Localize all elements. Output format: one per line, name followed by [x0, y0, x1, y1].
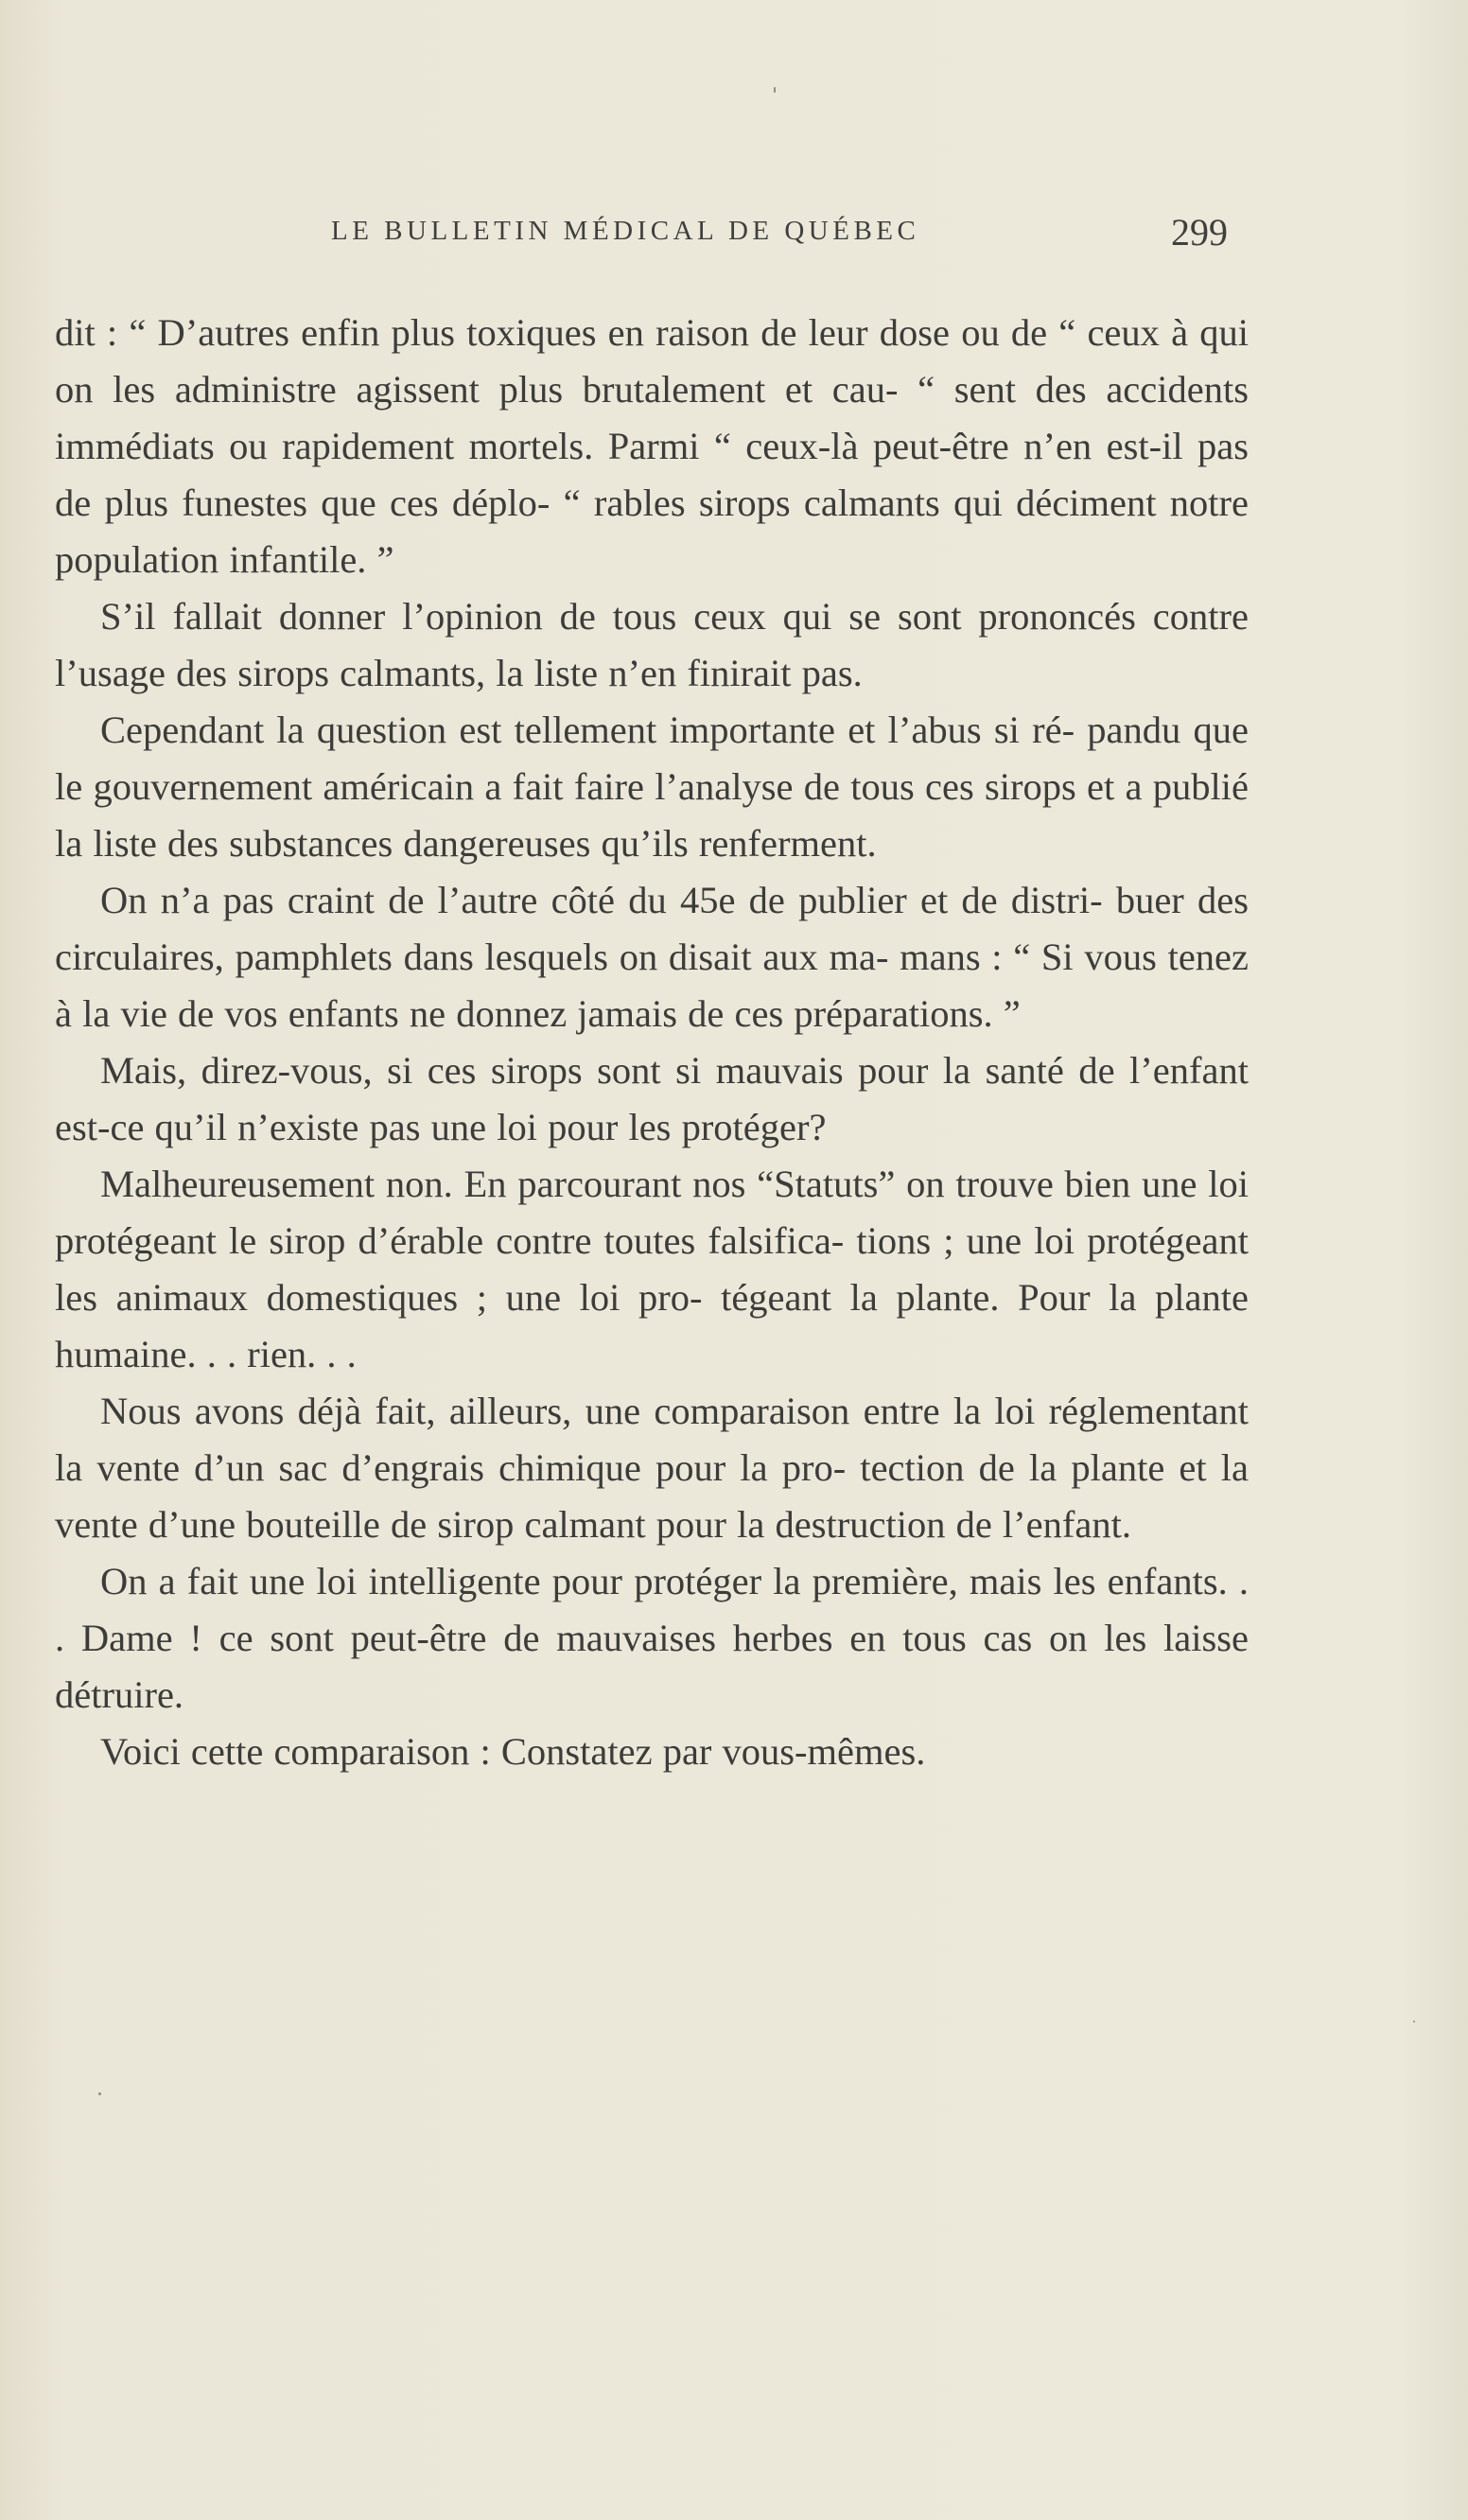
- paragraph-american-analysis: Cependant la question est tellement importante et l’abus si ré- pandu que le gouvernement américain a fait faire l’analyse de tous ces sirops et a publié la liste des substances dangereuses qu’ils renferment.: [55, 709, 1249, 865]
- running-head: [0, 210, 1468, 267]
- paragraph-circulars: On n’a pas craint de l’autre côté du 45e de publier et de distri- buer des circulaires, pamphlets dans lesquels on disait aux ma- mans : “ Si vous tenez à la vie de vos enfants ne donnez jamais de ces préparations. ”: [55, 879, 1249, 1035]
- paragraph-opinions: S’il fallait donner l’opinion de tous ceux qui se sont prononcés contre l’usage des sirops calmants, la liste n’en finirait pas.: [55, 595, 1249, 694]
- paragraph-closing: Voici cette comparaison : Constatez par vous-mêmes.: [100, 1730, 926, 1773]
- paragraph-intelligent-law: On a fait une loi intelligente pour protéger la première, mais les enfants. . . Dame ! ce sont peut-être de mauvaises herbes en tous cas on les laisse détruire.: [55, 1560, 1249, 1716]
- body-text: [55, 305, 1249, 1780]
- paper-speck: [774, 87, 776, 93]
- paragraph-question-law: Mais, direz-vous, si ces sirops sont si mauvais pour la santé de l’enfant est-ce qu’il n’existe pas une loi pour les protéger?: [55, 1049, 1249, 1148]
- paper-speck: [98, 2092, 101, 2095]
- running-title: LE BULLETIN MÉDICAL DE QUÉBEC: [331, 216, 920, 246]
- paragraph-comparison: Nous avons déjà fait, ailleurs, une comparaison entre la loi réglementant la vente d’un sac d’engrais chimique pour la pro- tection de la plante et la vente d’une bouteille de sirop calmant pour la destruction de l’enfant.: [55, 1390, 1249, 1546]
- page-number: 299: [1171, 211, 1228, 254]
- paragraph-quote-continuation: dit : “ D’autres enfin plus toxiques en raison de leur dose ou de “ ceux à qui on les administre agissent plus brutalement et cau- “ sent des accidents immédiats ou rapidement mortels. Parmi “ ceux-là peut-être n’en est-il pas de plus funestes que ces déplo- “ rables sirops calmants qui déciment notre population infantile. ”: [55, 311, 1249, 581]
- paragraph-statutes: Malheureusement non. En parcourant nos “Statuts” on trouve bien une loi protégeant le sirop d’érable contre toutes falsifica- tions ; une loi protégeant les animaux domestiques ; une loi pro- tégeant la plante. Pour la plante humaine. . . rien. . .: [55, 1163, 1249, 1375]
- paper-speck: [1413, 2021, 1415, 2022]
